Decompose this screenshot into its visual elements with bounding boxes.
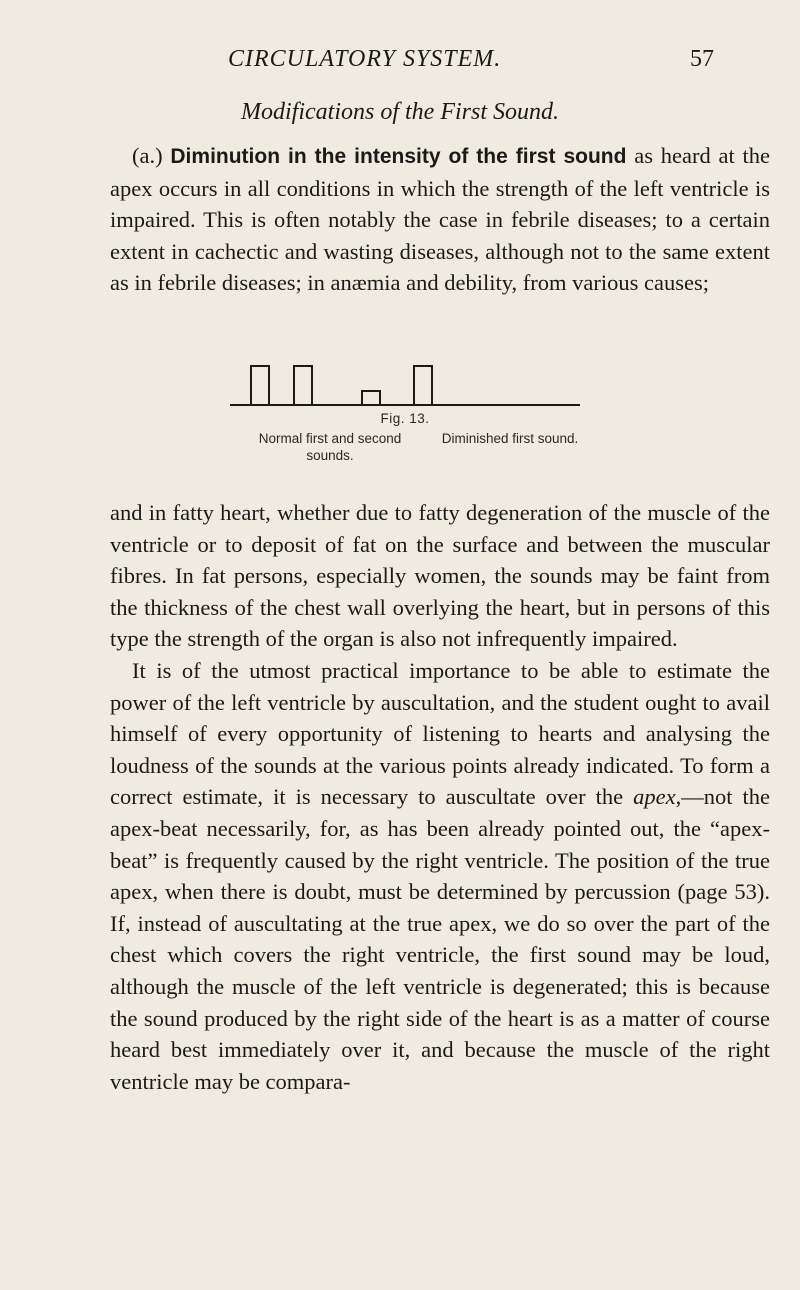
paragraph-text: as heard at the apex occurs in all conditions in which the strength of the left ventricle is impaired. This is often notably the case in febrile diseases; to a certain extent in cachectic and wasting diseases, although not to the same extent as in febrile diseases; in anæmia and debility, from various causes; bbox=[110, 143, 771, 296]
diminished-first-sound-mark bbox=[362, 391, 380, 405]
paragraph-marker: (a.) bbox=[132, 143, 163, 168]
body-text-continued bbox=[110, 497, 770, 1097]
figure-caption-right: Diminished first sound. bbox=[441, 431, 579, 446]
auscultation-text-before: It is of the utmost practical importance to be able to estimate the power of the left ventricle by auscultation, and the student ought to avail himself of every opportunity of listening to hearts and analysing the loudness of the sounds at the various points already indicated. To form a correct estimate, it is necessary to auscultate over the bbox=[110, 657, 770, 810]
section-title: Modifications of the First Sound. bbox=[241, 99, 559, 125]
second-sound-mark bbox=[414, 366, 432, 405]
paragraph-auscultation bbox=[110, 655, 770, 1097]
figure-13 bbox=[225, 280, 585, 463]
paragraph-fatty-heart: and in fatty heart, whether due to fatty degeneration of the muscle of the ventricle or to deposit of fat on the surface and between the muscular fibres. In fat persons, especially women, the sounds may be faint from the thickness of the chest wall overlying the heart, but in persons of this type the strength of the organ is also not infrequently impaired. bbox=[110, 500, 770, 652]
auscultation-text-after: ,—not the apex-beat necessarily, for, as has been already pointed out, the “apex-beat” is frequently caused by the right ventricle. The position of the true apex, when there is doubt, must be determined by percussion (page 53). If, instead of auscultating at the true apex, we do so over the part of the chest which covers the right ventricle, the first sound may be loud, although the muscle of the left ventricle is degenerated; this is because the sound produced by the right side of the heart is as a matter of course heard best immediately over it, and because the muscle of the right ventricle may be compara- bbox=[110, 784, 770, 1094]
emphasis-apex: apex bbox=[633, 784, 676, 810]
sound-trace-diagram bbox=[225, 280, 585, 410]
running-title: CIRCULATORY SYSTEM. bbox=[228, 46, 502, 72]
running-head bbox=[0, 46, 800, 76]
normal-first-sound-mark bbox=[251, 366, 269, 405]
normal-second-sound-mark bbox=[294, 366, 312, 405]
figure-caption-left: Normal first and second sounds. bbox=[258, 431, 402, 463]
figure-label: Fig. 13. bbox=[380, 411, 430, 426]
paragraph-diminution bbox=[110, 140, 770, 299]
page-number: 57 bbox=[690, 46, 714, 72]
paragraph-lead: Diminution in the intensity of the first sound bbox=[170, 145, 627, 168]
